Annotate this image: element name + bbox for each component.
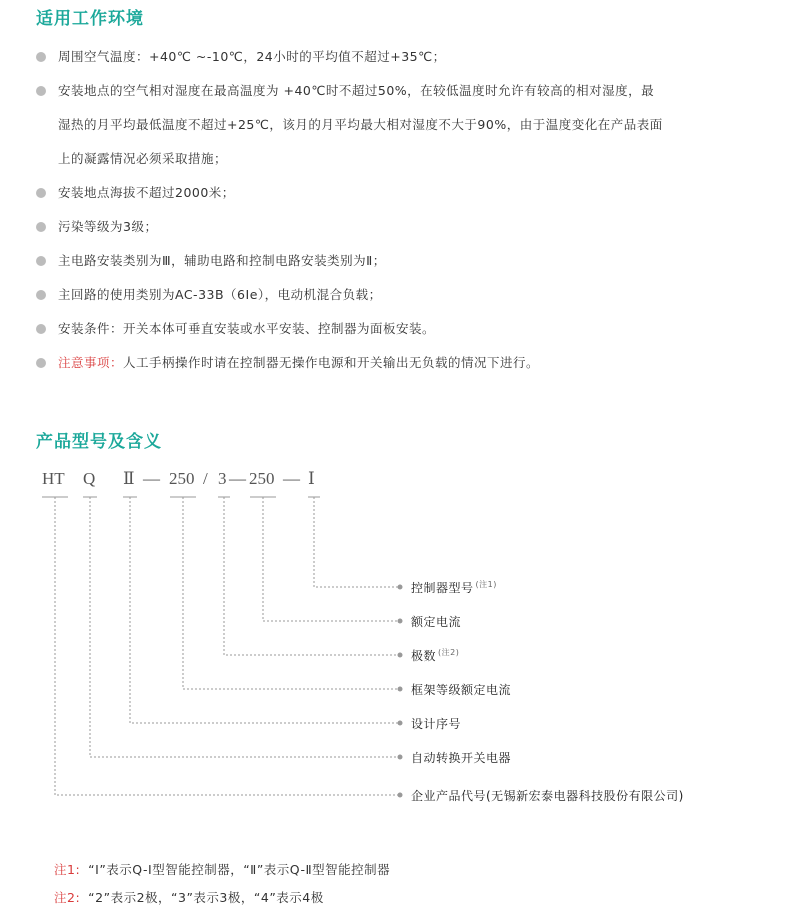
def-enterprise-code: 企业产品代号(无锡新宏泰电器科技股份有限公司) <box>411 789 684 803</box>
section-title-model: 产品型号及含义 <box>36 432 162 452</box>
connector-dot <box>398 755 403 760</box>
env-item-temperature: 周围空气温度：+40℃ ~-10℃，24小时的平均值不超过+35℃； <box>36 40 736 74</box>
section-title-environment: 适用工作环境 <box>36 9 144 29</box>
connector-dot <box>398 585 403 590</box>
code-part-dash: — <box>143 469 160 488</box>
env-item-altitude: 安装地点海拔不超过2000米； <box>36 176 736 210</box>
code-part-q: Q <box>83 469 96 488</box>
connector-dot <box>398 619 403 624</box>
code-part-frame: 250 <box>169 469 195 488</box>
footnote-2: 注2: “2”表示2极，“3”表示3极，“4”表示4极 <box>54 890 324 905</box>
env-item-humidity-cont: 上的凝露情况必须采取措施； <box>58 151 228 166</box>
def-note-ref: (注2) <box>438 648 460 657</box>
env-item-install-conditions: 安装条件：开关本体可垂直安装或水平安装、控制器为面板安装。 <box>36 312 736 346</box>
code-part-ht: HT <box>42 469 65 488</box>
code-part-poles: 3 <box>218 469 227 488</box>
code-part-slash: / <box>203 469 208 488</box>
def-note-ref: (注1) <box>475 580 497 589</box>
def-poles: 极数 $^{(注2)}$ <box>411 648 460 663</box>
code-part-design: Ⅱ <box>123 469 135 488</box>
code-part-current: 250 <box>249 469 275 488</box>
code-part-controller: Ⅰ <box>308 469 315 488</box>
caution-label: 注意事项： <box>58 355 124 370</box>
connector-dot <box>398 793 403 798</box>
env-item-usage-category: 主回路的使用类别为AC-33B（6Ie），电动机混合负载； <box>36 278 736 312</box>
env-item-caution: 注意事项：人工手柄操作时请在控制器无操作电源和开关输出无负载的情况下进行。 <box>36 346 736 380</box>
def-ats: 自动转换开关电器 <box>411 751 512 765</box>
env-item-humidity-cont: 湿热的月平均最低温度不超过+25℃，该月的月平均最大相对湿度不大于90%，由于温度变化在产品表面 <box>58 117 663 132</box>
code-part-dash: — <box>283 469 300 488</box>
def-rated-current: 额定电流 <box>411 615 462 629</box>
code-part-dash: — <box>229 469 246 488</box>
env-item-install-category: 主电路安装类别为Ⅲ，辅助电路和控制电路安装类别为Ⅱ； <box>36 244 736 278</box>
env-item-humidity: 安装地点的空气相对湿度在最高温度为 +40℃时不超过50%，在较低温度时允许有较高的相对湿度，最 <box>36 74 736 108</box>
connector-dot <box>398 687 403 692</box>
footnote-1: 注1: “Ⅰ”表示Q-Ⅰ型智能控制器，“Ⅱ”表示Q-Ⅱ型智能控制器 <box>54 862 391 877</box>
connector-dot <box>398 721 403 726</box>
def-frame-rated-current: 框架等级额定电流 <box>411 683 512 697</box>
def-controller-model: 控制器型号 $^{(注1)}$ <box>411 580 497 595</box>
env-item-pollution: 污染等级为3级； <box>36 210 736 244</box>
connector-dot <box>398 653 403 658</box>
def-design-serial: 设计序号 <box>411 717 462 731</box>
